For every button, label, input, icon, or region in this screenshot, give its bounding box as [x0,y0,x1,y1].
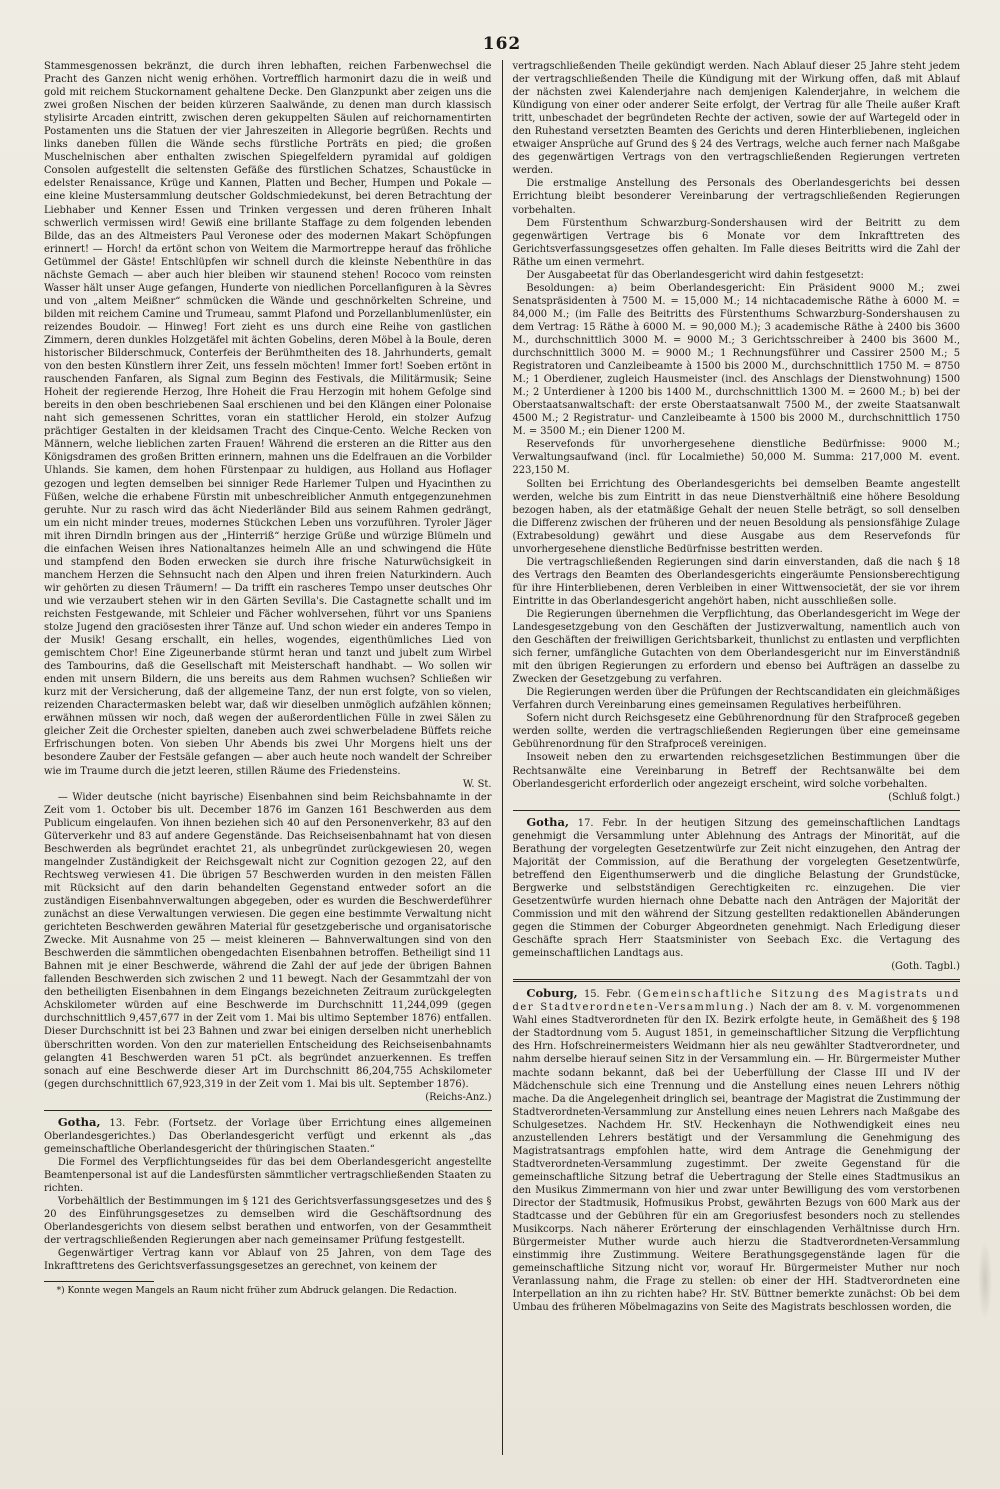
article-separator [513,979,961,982]
article-3-continued-paragraph: Besoldungen: a) beim Oberlandesgericht: Ein Präsident 9000 M.; zwei Senatspräsidenten à 7500 M. = 15,000 M.; 14 nichtacademische Räthe à 6000 M. = 84,000 M.; (im Falle des Beitritts des Fürstenthums Schwarzburg-Sondershausen zu dem Vertrag: 15 Räthe à 6000 M. = 90,000 M.); 3 academische Räthe à 2400 bis 3600 M., durchschnittlich 3000 M. = 9000 M.; 3 Gerichtsschreiber à 2400 bis 3600 M., durchschnittlich 3000 M. = 9000 M.; 1 Rechnungsführer und Cassirer 2500 M.; 5 Registratoren und Canzleibeamte à 1500 bis 2000 M., durchschnittlich 1750 M. = 8750 M.; 1 Oberdiener, zugleich Hausmeister (incl. des Anschlags der Dienstwohnung) 1500 M.; 2 Unterdiener à 1200 bis 1400 M., durchschnittlich 1300 M. = 2600 M.; b) bei der Oberstaatsanwaltschaft: der erste Oberstaatsanwalt 7500 M., der zweite Staatsanwalt 4500 M.; 2 Registratur- und Canzleibeamte à 1500 bis 2000 M., durchschnittlich 1750 M. = 3500 M.; ein Diener 1200 M. [512,282,960,438]
footnote: *) Konnte wegen Mangels an Raum nicht früher zum Abdruck gelangen. Die Redaction. [56,1286,457,1297]
footnote-rule [44,1281,154,1282]
article-4-source: (Goth. Tagbl.) [891,961,960,973]
article-3-intro [44,1116,492,1156]
article-4-text: In der heutigen Sitzung des gemeinschaftlichen Landtags genehmigt die Versammlung unter Ablehnung des Antrags der Minorität, auf die Berathung der vorgelegten Gesetzentwürfe zur Zeit nicht einzugehen, den Antrag der Majorität der Commission, auf die Berathung der vorgelegten Gesetzentwürfe, betreffend den Eigenthumserwerb und die dingliche Belastung der Grundstücke, Bergwerke und selbstständigen Gerechtigkeiten rc. einzugehen. Die vier Gesetzentwürfe wurden hiernach ohne Debatte nach den Anträgen der Majorität der Commission und mit den während der Sitzung gestellten redaktionellen Abänderungen gegen die Stimmen der Coburger Abgeordneten genehmigt. Nach Erledigung dieser Geschäfte sprach Herr Staatsminister von Seebach Exc. die Vertagung des gemeinschaftlichen Landtags aus. [512,817,960,960]
article-3-closing: (Schluß folgt.) [888,791,960,803]
columns [44,60,960,1455]
article-1-paragraph: Stammesgenossen bekränzt, die durch ihren lebhaften, reichen Farbenwechsel die Pracht des Ganzen nicht wenig erhöhen. Vortrefflich harmonirt dazu die in weiß und gold mit reichem Stuckornament gehaltene Decke. Den Glanzpunkt aber zeigen uns die zwei großen Nischen der beiden kürzeren Saalwände, zu denen man durch klassisch stylisirte Arcaden eintritt, zwischen deren gekuppelten Säulen auf reichornamentirten Postamenten uns die Statuen der vier Jahreszeiten in Allegorie begrüßen. Rechts und links daneben füllen die Wände sechs fürstliche Porträts en pied; die großen Muschelnischen aber enthalten zwischen Spiegelfeldern pyramidal auf goldigen Consolen aufgestellt die seltensten Gefäße des fürstlichen Schatzes, Schaustücke in edelster Renaissance, Krüge und Kannen, Platten und Becher, Humpen und Pokale — eine kleine Mustersammlung deutscher Goldschmiedekunst, bei deren Betrachtung der Liebhaber und Kenner Essen und Trinken vergessen und deren früheren Inhalt schwerlich vermissen wird! Gewiß eine brillante Staffage zu dem folgenden lebenden Bilde, das an des Altmeisters Paul Veronese oder des modernen Makart Schöpfungen erinnert! — Horch! da ertönt schon von Weitem die Marmortreppe herauf das fröhliche Getümmel der Gäste! Entschlüpfen wir schnell durch die kleinste Nebenthüre in das nächste Gemach — aber auch hier bleiben wir staunend stehen! Rococo vom reinsten Wasser hält unser Auge gefangen, Hunderte von niedlichen Porcellanfiguren à la Sèvres und von „altem Meißner“ schmücken die Wände und geschnörkelten Schreine, und bilden mit reichem Camine und Trumeau, sammt Plafond und Porzellanblumenlüster, ein reizendes Boudoir. — Hinweg! Fort zieht es uns durch eine Reihe von gastlichen Zimmern, deren dunkles Holzgetäfel mit ächten Gobelins, deren Möbel à la Boule, deren historischer Bilderschmuck, Conterfeis der Berühmtheiten des 18. Jahrhunderts, gemalt von den besten Künstlern ihrer Zeit, uns fesseln möchten! Immer fort! Soeben ertönt in rauschenden Fanfaren, als Signal zum Beginn des Festivals, die Militärmusik; Seine Hoheit der regierende Herzog, Ihre Hoheit die Frau Herzogin mit hohem Gefolge sind bereits in den oben beschriebenen Saal erschienen und bei den Klängen einer Polonaise naht sich gemessenen Schrittes, voran ein stattlicher Herold, ein stolzer Aufzug prächtiger Gestalten in der kleidsamen Tracht des Cinque-Cento. Welche Recken von Männern, welche lieblichen zarten Frauen! Während die ersteren an die Ritter aus den Königsdramen des großen Britten erinnern, mahnen uns die Edelfrauen an die Vorbilder Uhlands. Sie kamen, dem hohen Fürstenpaar zu huldigen, aus Holland aus Hoflager gezogen und legten demselben bei sinniger Rede Harlemer Tulpen und Hyacinthen zu Füßen, welche die erhabene Fürstin mit unbeschreiblicher Anmuth entgegenzunehmen geruhte. Nur zu rasch wird das ächt Niederländer Bild aus seinem Rahmen gedrängt, um ein nicht minder treues, modernes Stückchen Leben uns vorzuführen. Tyroler Jäger mit ihren Dirndln bringen aus der „Hinterriß“ herzige Grüße und würzige Blümeln und die einfachen Weisen ihres Nationaltanzes heimeln Alle an und schwingend die Hüte und stampfend den Boden erwecken sie durch ihre frische Naturwüchsigkeit in manchem Herzen die Sehnsucht nach den Alpen und ihren freien Naturkindern. Auch wir gehörten zu diesen Träumern! — Da trifft ein rascheres Tempo unser deutsches Ohr und wie verzaubert stehen wir in den Gärten Sevilla's. Die Castagnette schallt und im reichsten Festgewande, mit Schleier und Fächer wohlversehen, führt vor uns Spaniens stolze Jugend den graciösesten ihrer Tänze auf. Und schon wieder ein anderes Tempo in der Musik! Gesang erschallt, ein helles, wogendes, eigenthümliches Lied von gemischtem Chor! Eine Zigeunerbande stürmt heran und tanzt und jubelt zum Wirbel des Tambourins, daß die Gesellschaft mit Meisterschaft handhabt. — Wo sollen wir enden mit unsern Bildern, die uns bereits aus dem Rahmen wuchsen? Schließen wir kurz mit der Versicherung, daß der allgemeine Tanz, der nun erst folgte, von so vielen, reizenden Charactermasken belebt war, daß wir dieselben unmöglich aufzählen können; erwähnen müssen wir noch, daß wegen der außerordentlichen Fülle in zwei Sälen zu gleicher Zeit die Orchester spielten, daneben auch zwei schwerbeladene Büffets reiche Erfrischungen boten. Von sieben Uhr Abends bis zwei Uhr Morgens hielt uns der besondere Zauber der Festsäle gefangen — aber auch heute noch wandelt der Schreiber wie im Traume durch die jetzt leeren, stillen Räume des Friedensteins. [44,61,492,777]
article-3-paragraph: Gegenwärtiger Vertrag kann vor Ablauf von 25 Jahren, von dem Tage des Inkrafttretens des Gerichtsverfassungsgesetzes an gerechnet, von keinem der [44,1248,492,1273]
article-3-continued-paragraph: Sofern nicht durch Reichsgesetz eine Gebührenordnung für den Strafproceß gegeben werden sollte, werden die vertragschließenden Regierungen über eine gemeinsame Gebührenordnung für den Strafproceß vereinigen. [512,713,960,751]
article-4-date: 17. Febr. [577,817,628,829]
article-4-paragraph [513,816,961,961]
article-3-continued-paragraph: vertragschließenden Theile gekündigt werden. Nach Ablauf dieser 25 Jahre steht jedem der vertragschließenden Theile die Kündigung mit der Wirkung offen, daß mit Ablauf der nächsten zwei Kalenderjahre nach demjenigen Kalenderjahre, in welchem die Kündigung von einer oder anderer Seite erfolgt, der Vertrag für alle Theile außer Kraft tritt, unbeschadet der begründeten Rechte der activen, sowie der auf Wartegeld oder in den Ruhestand versetzten Beamten des Gerichts und deren Hinterbliebenen, ingleichen etwaiger Ansprüche auf Grund des § 24 des Vertrags, welche auch ferner nach Maßgabe des gegenwärtigen Vertrags von den vertragschließenden Regierungen vertreten werden. [512,61,960,177]
article-3-place: Gotha, [57,1114,101,1129]
article-3-continued-paragraph: Der Ausgabeetat für das Oberlandesgericht wird dahin festgesetzt: [526,269,864,281]
article-3-paragraph: Die Formel des Verpflichtungseides für das bei dem Oberlandesgericht angestellte Beamtenpersonal ist auf die Landesfürsten sämmtlicher vertragschließenden Staaten zu richten. [44,1156,492,1194]
article-1-signature: W. St. [462,778,492,790]
article-3-paragraph: Vorbehältlich der Bestimmungen im § 121 des Gerichtsverfassungsgesetzes und des § 20 des Einführungsgesetzes zu demselben wird die Geschäftsordnung des Oberlandesgerichts von diesem selbst berathen und entworfen, von der Gesammtheit der vertragschließenden Regierungen aber nach gemeinsamer Prüfung festgestellt. [44,1196,492,1247]
article-3-continued-paragraph: Insoweit neben den zu erwartenden reichsgesetzlichen Bestimmungen über die Rechtsanwälte eine Vereinbarung in Betreff der Rechtsanwälte bei dem Oberlandesgericht erforderlich oder angezeigt erscheint, wird solche vorbehalten. [512,752,960,790]
article-5-paragraph [513,987,961,1314]
article-3-continued-paragraph: Die Regierungen übernehmen die Verpflichtung, das Oberlandesgericht im Wege der Landesgesetzgebung von den Geschäften der Justizverwaltung, namentlich auch von den Geschäften der freiwilligen Gerichtsbarkeit, thunlichst zu entlasten und verpflichten sich ferner, umfängliche Gutachten von dem Oberlandesgericht nur im Einverständniß mit den übrigen Regierungen zu erfordern und ebenso bei Aufträgen an dasselbe zu Zwecken der Gesetzgebung zu verfahren. [512,608,960,686]
article-5-text: Nach der am 8. v. M. vorgenommenen Wahl eines Stadtverordneten für den IX. Bezirk erfolgte heute, in Gemäßheit des § 198 der Stadtordnung vom 5. August 1851, in gemeinschaftlicher Sitzung die Verpflichtung des Hrn. Hofschreinermeisters Weidmann hier als neu gewählter Stadtverordneter, und nahm derselbe hierauf seinen Sitz in der Versammlung ein. — Hr. Bürgermeister Muther machte sodann bekannt, daß bei der Ueberfüllung der Classe III und IV der Mädchenschule sich eine Trennung und die Anstellung eines neuen Lehrers nöthig mache. Da die Angelegenheit dringlich sei, beantrage der Magistrat die Zustimmung der Stadtverordneten-Versammlung zur Anstellung eines neuen Lehrers nach Maßgabe des Schulgesetzes. Nachdem Hr. StV. Heckenhayn die Nothwendigkeit eines neu anzustellenden Lehrers bestätigt und der Versammlung die Genehmigung des Magistratsantrags empfohlen hatte, wird dem Antrage die Genehmigung der Stadtverordneten-Versammlung zugestimmt. Der zweite Gegenstand für die gemeinschaftliche Sitzung betraf die Uebertragung der Stelle eines Stadtmusikus an den Musikus Zimmermann von hier und zwar unter Bewilligung des vom verstorbenen Director der Stadtmusik, Hofmusikus Probst, gewährten Bezugs von 600 Mark aus der Stadtcasse und der Gebühren für ein am Gregoriusfest besonders noch zu stellendes Musikcorps. Nach näherer Erörterung der einschlagenden Verhältnisse durch Hrn. Bürgermeister Muther wurde auch hierzu die Stadtverordneten-Versammlung einstimmig ihre Zustimmung. Weitere Berathungsgegenstände lagen für die gemeinschaftliche Sitzung nicht vor, worauf Hr. Bürgermeister Muther nur noch Veranlassung nahm, die Frage zu stellen: ob einer der HH. Stadtverordneten eine Interpellation an ihn zu richten habe? Hr. StV. Büttner bemerkte zunächst: Ob bei dem Umbau des früheren Möbelmagazins von Seite des Magistrats beschlossen worden, die [512,1002,960,1314]
article-2-paragraph: — Wider deutsche (nicht bayrische) Eisenbahnen sind beim Reichsbahnamte in der Zeit vom 1. October bis ult. December 1876 im Ganzen 161 Beschwerden aus dem Publicum eingelaufen. Von ihnen beziehen sich 40 auf den Personenverkehr, 83 auf den Güterverkehr und 83 auf andere Gegenstände. Das Reichseisenbahnamt hat von diesen Beschwerden als begründet erachtet 21, als unbegründet zurückgewiesen 20, wegen mangelnder Zuständigkeit der Reichsgewalt nicht zur Cognition gezogen 22, auf den Rechtsweg verwiesen 41. Die übrigen 57 Beschwerden wurden in den meisten Fällen mit Rücksicht auf den darin behandelten Gegenstand entweder sofort an die zuständigen Eisenbahnverwaltungen abgegeben, oder es wurden die Beschwerdeführer zunächst an diese Verwaltungen verwiesen. Die gegen eine bestimmte Verwaltung nicht gerichteten Beschwerden gewähren Material für gesetzgeberische und organisatorische Zwecke. Mit Ausnahme von 25 — meist kleineren — Bahnverwaltungen sind von den Beschwerden die sämmtlichen obengedachten Eisenbahnen betroffen. Betheiligt sind 11 Bahnen mit je einer Beschwerde, während die Zahl der auf jede der übrigen Bahnen fallenden Beschwerden sich zwischen 2 und 11 bewegt. Nach der Gesammtzahl der von den betheiligten Eisenbahnen in dem Eingangs bezeichneten Zeitraum zurückgelegten Achskilometer würden auf eine Beschwerde im Durchschnitt 11,244,099 (gegen durchschnittlich 9,457,677 in der Zeit vom 1. Mai bis ultimo September 1876) entfallen. Dieser Durchschnitt ist bei 23 Bahnen und zwar bei einigen derselben nicht unerheblich überschritten worden. Von den zur materiellen Entscheidung des Reichseisenbahnamts gelangten 41 Beschwerden waren 51 pCt. als begründet anzuerkennen. Es treffen sonach auf eine Beschwerde dieser Art im Durchschnitt 86,204,755 Achskilometer (gegen durchschnittlich 67,923,319 in der Zeit vom 1. Mai bis ult. September 1876). [44,791,492,1090]
article-2-source: (Reichs-Anz.) [425,1091,492,1103]
article-3-date: 13. Febr. [109,1117,160,1129]
left-column [44,60,503,1455]
article-4-place: Gotha, [526,814,569,829]
article-3-continued-paragraph: Dem Fürstenthum Schwarzburg-Sondershausen wird der Beitritt zu dem gegenwärtigen Vertrage bis 6 Monate vor dem Inkrafttreten des Gerichtsverfassungsgesetzes offen gehalten. Im Falle dieses Beitritts wird die Zahl der Räthe um einen vermehrt. [512,217,960,268]
page-smudge [978,1240,992,1320]
article-separator [513,810,961,811]
article-3-intro-text: (Fortsetz. der Vorlage über Errichtung eines allgemeinen Oberlandesgerichtes.) Das Oberlandesgericht verfügt und erkennt als „das gemeinschaftliche Oberlandesgericht der thüringischen Staaten.“ [44,1117,492,1155]
article-3-continued-paragraph: Die vertragschließenden Regierungen sind darin einverstanden, daß die nach § 18 des Vertrags den Beamten des Oberlandesgerichts eingeräumte Pensionsberechtigung für ihre Hinterbliebenen, deren Verbleiben in einer Wittwensocietät, der sie vor ihrem Eintritte in das Oberlandesgericht angehört haben, nicht ausschließen solle. [512,556,960,607]
article-5-place: Coburg, [526,986,578,1001]
article-3-continued-paragraph: Sollten bei Errichtung des Oberlandesgerichts bei demselben Beamte angestellt werden, welche bis zum Eintritt in das neue Dienstverhältniß eine höhere Besoldung bezogen haben, als der etatmäßige Gehalt der neuen Stelle beträgt, so soll denselben die Differenz zwischen der früheren und der neuen Besoldung als pensionsfähige Zulage (Extrabesoldung) gewährt und diese Ausgabe aus dem Reservefonds für unvorhergesehene dienstliche Bedürfnisse bestritten werden. [512,478,960,555]
article-separator [44,1110,492,1111]
article-3-continued-paragraph: Die Regierungen werden über die Prüfungen der Rechtscandidaten ein gleichmäßiges Verfahren durch Vereinbarung eines gemeinsamen Regulatives herbeiführen. [512,687,960,712]
article-5-date: 15. Febr. [583,989,632,1001]
article-5-heading: (Gemeinschaftliche Sitzung des Magistrats und der Stadtverordneten-Versammlung.) [512,989,960,1014]
article-3-continued-paragraph: Die erstmalige Anstellung des Personals des Oberlandesgerichts bei dessen Errichtung bleibt besonderer Vereinbarung der vertragschließenden Regierungen vorbehalten. [512,178,960,216]
right-column [503,60,961,1455]
page-number: 162 [482,34,522,54]
article-3-continued-paragraph: Reservefonds für unvorhergesehene dienstliche Bedürfnisse: 9000 M.; Verwaltungsaufwand (incl. für Localmiethe) 50,000 M. Summa: 217,000 M. event. 223,150 M. [512,439,960,477]
